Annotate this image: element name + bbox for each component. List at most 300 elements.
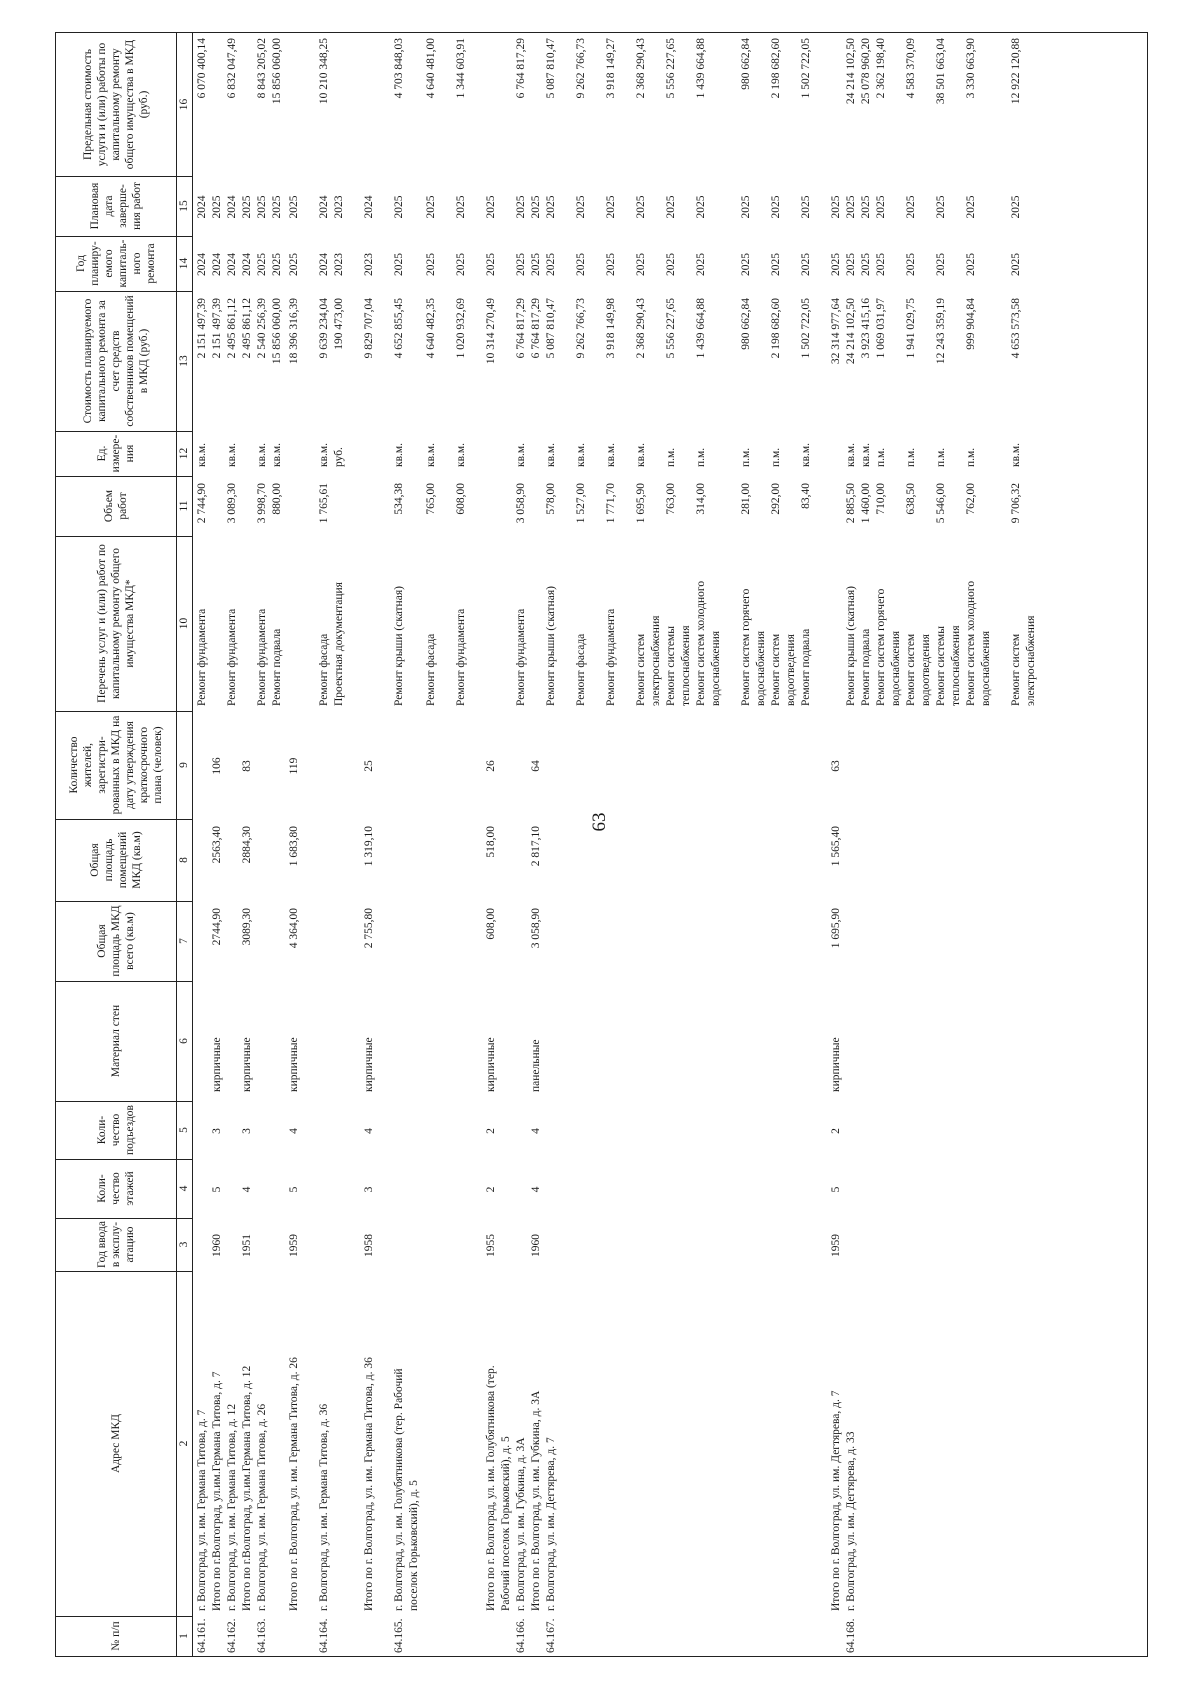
cell-wall-material: кирпичные: [241, 1037, 253, 1092]
table-row: [225, 32, 239, 1657]
cell-wall-material: кирпичные: [830, 1037, 842, 1092]
cell-completion-date: 2025: [695, 195, 707, 219]
cell-work-type: Ремонт крыши (скатная): [545, 586, 557, 706]
cell-work-volume: 1 765,61: [318, 483, 330, 524]
cell-work-volume: 880,00: [271, 483, 283, 515]
header-year-built: Год ввода в эксплу-атацию: [55, 1218, 177, 1272]
cell-max-cost: 3 330 663,90: [965, 38, 977, 99]
cell-wall-material: панельные: [530, 1039, 542, 1092]
cell-total-area: 2 755,80: [363, 908, 375, 949]
cell-planned-cost: 4 640 482,35: [425, 298, 437, 359]
cell-wall-material: кирпичные: [363, 1037, 375, 1092]
cell-planned-year: 2025: [530, 253, 542, 276]
cell-unit: кв.м.: [515, 442, 527, 467]
column-number-9: 9: [177, 711, 193, 820]
cell-work-volume: 1 695,90: [635, 483, 647, 524]
column-number-11: 11: [177, 476, 193, 537]
cell-planned-year: 2025: [935, 253, 947, 276]
cell-planned-year: 2025: [800, 253, 812, 276]
header-completion-date: Плановая дата заверше-ния работ: [55, 176, 177, 237]
header-max-cost: Предельная стоимость услуги и (или) работы по капитальному ремонту общего имущества в МКД (руб.): [55, 32, 177, 177]
cell-address: Итого по г. Волгоград, ул. им. Германа Титова, д. 26: [288, 1357, 300, 1611]
cell-work-type: Ремонт систем: [905, 633, 917, 706]
cell-completion-date: 2025: [875, 195, 887, 219]
cell-address: Итого по г.Волгоград, ул.им.Германа Титова, д. 7: [211, 1371, 223, 1611]
cell-planned-year: 2025: [575, 253, 587, 276]
cell-work-type: теплоснабжения: [950, 625, 962, 706]
table-row: [844, 32, 858, 1657]
cell-total-area: 2744,90: [211, 908, 223, 946]
cell-planned-year: 2025: [860, 253, 872, 276]
cell-max-cost: 8 843 205,02: [256, 38, 268, 99]
cell-work-type: Ремонт системы: [935, 626, 947, 706]
cell-wall-material: кирпичные: [211, 1037, 223, 1092]
cell-planned-year: 2025: [393, 253, 405, 276]
cell-work-type: электроснабжения: [650, 615, 662, 706]
table-row: [829, 32, 843, 1657]
cell-work-volume: 1 527,00: [575, 483, 587, 524]
cell-row-number: 64.168.: [845, 1618, 857, 1653]
column-number-8: 8: [177, 819, 193, 902]
cell-address: г. Волгоград, ул. им. Германа Титова, д. 36: [318, 1403, 330, 1611]
column-number-16: 16: [177, 32, 193, 177]
cell-planned-year: 2025: [455, 253, 467, 276]
cell-address: Итого по г. Волгоград, ул. им. Дегтярева, д. 7: [830, 1390, 842, 1611]
cell-planned-year: 2025: [545, 253, 557, 276]
column-number-13: 13: [177, 291, 193, 432]
cell-planned-year: 2025: [740, 253, 752, 276]
cell-planned-year: 2025: [485, 253, 497, 276]
cell-planned-cost: 2 151 497,39: [196, 298, 208, 359]
cell-planned-year: 2025: [425, 253, 437, 276]
cell-completion-date: 2024: [196, 195, 208, 219]
cell-planned-year: 2024: [211, 253, 223, 276]
cell-completion-date: 2025: [288, 195, 300, 219]
cell-address: г. Волгоград, ул. им. Германа Титова, д. 12: [226, 1403, 238, 1611]
cell-work-volume: 83,40: [800, 483, 812, 509]
cell-completion-date: 2025: [635, 195, 647, 219]
cell-unit: кв.м.: [605, 442, 617, 467]
table-row: [362, 32, 376, 1657]
cell-year-built: 1951: [241, 1234, 253, 1257]
cell-floors: 2: [485, 1186, 497, 1193]
cell-planned-cost: 9 262 766,73: [575, 298, 587, 359]
table-row: [754, 32, 768, 1657]
table-row: [514, 32, 528, 1657]
cell-work-type: Ремонт фундамента: [226, 608, 238, 706]
cell-work-type: Ремонт фундамента: [605, 608, 617, 706]
cell-work-volume: 292,00: [770, 483, 782, 515]
cell-completion-date: 2025: [665, 195, 677, 219]
cell-planned-cost: 190 473,00: [333, 298, 345, 350]
column-number-3: 3: [177, 1218, 193, 1272]
cell-completion-date: 2025: [455, 195, 467, 219]
table-row: [270, 32, 284, 1657]
cell-unit: п.м.: [740, 447, 752, 467]
table-row: [919, 32, 933, 1657]
column-number-10: 10: [177, 536, 193, 712]
cell-work-volume: 608,00: [455, 483, 467, 515]
cell-planned-cost: 15 856 060,00: [271, 298, 283, 365]
cell-floors: 5: [830, 1186, 842, 1193]
table-row: [210, 32, 224, 1657]
cell-unit: кв.м.: [256, 442, 268, 467]
cell-planned-year: 2025: [965, 253, 977, 276]
cell-completion-date: 2024: [363, 195, 375, 219]
table-row: [859, 32, 873, 1657]
cell-work-type: Ремонт фасада: [425, 633, 437, 706]
table-row: [255, 32, 269, 1657]
cell-completion-date: 2025: [770, 195, 782, 219]
cell-work-type: Ремонт систем: [1010, 633, 1022, 706]
cell-completion-date: 2025: [530, 195, 542, 219]
cell-floors: 4: [241, 1186, 253, 1193]
cell-address: Итого по г. Волгоград, ул. им. Губкина, д. 3А: [530, 1390, 542, 1611]
header-work-type: Перечень услуг и (или) работ по капитальному ремонту общего имущества МКД*: [55, 536, 177, 712]
cell-unit: п.м.: [665, 447, 677, 467]
cell-work-type: Ремонт крыши (скатная): [393, 586, 405, 706]
cell-work-type: Проектная документация: [333, 582, 345, 706]
cell-work-type: Ремонт систем холодного: [965, 580, 977, 706]
cell-work-volume: 578,00: [545, 483, 557, 515]
cell-work-volume: 762,00: [965, 483, 977, 515]
cell-max-cost: 12 922 120,88: [1010, 38, 1022, 105]
cell-unit: п.м.: [965, 447, 977, 467]
table-row: [407, 32, 421, 1657]
cell-unit: кв.м.: [845, 442, 857, 467]
cell-residents: 26: [485, 760, 497, 772]
cell-max-cost: 5 556 227,65: [665, 38, 677, 99]
cell-premises-area: 518,00: [485, 826, 497, 858]
cell-planned-cost: 2 540 256,39: [256, 298, 268, 359]
cell-completion-date: 2025: [830, 195, 842, 219]
cell-max-cost: 4 640 481,00: [425, 38, 437, 99]
cell-work-volume: 1 460,00: [860, 483, 872, 524]
cell-unit: кв.м.: [575, 442, 587, 467]
cell-work-volume: 638,50: [905, 483, 917, 515]
cell-planned-cost: 3 923 415,16: [860, 298, 872, 359]
cell-work-volume: 763,00: [665, 483, 677, 515]
cell-planned-year: 2025: [288, 253, 300, 276]
cell-planned-cost: 3 918 149,98: [605, 298, 617, 359]
cell-planned-year: 2025: [845, 253, 857, 276]
cell-max-cost: 980 662,84: [740, 38, 752, 90]
table-row: [1024, 32, 1038, 1657]
cell-unit: кв.м.: [318, 442, 330, 467]
cell-completion-date: 2025: [800, 195, 812, 219]
cell-work-volume: 1 771,70: [605, 483, 617, 524]
cell-completion-date: 2024: [226, 195, 238, 219]
cell-address: г. Волгоград, ул. им. Дегтярева, д. 7: [545, 1437, 557, 1611]
column-number-12: 12: [177, 431, 193, 477]
cell-work-type: водоснабжения: [755, 630, 767, 706]
cell-unit: кв.м.: [860, 442, 872, 467]
cell-work-type: Ремонт фасада: [318, 633, 330, 706]
cell-completion-date: 2025: [740, 195, 752, 219]
cell-unit: кв.м.: [455, 442, 467, 467]
cell-work-volume: 765,00: [425, 483, 437, 515]
cell-work-type: Ремонт фундамента: [256, 608, 268, 706]
table-row: [454, 32, 468, 1657]
cell-planned-cost: 18 396 316,39: [288, 298, 300, 365]
cell-planned-year: 2023: [363, 253, 375, 276]
cell-unit: п.м.: [905, 447, 917, 467]
cell-planned-cost: 1 069 031,97: [875, 298, 887, 359]
cell-planned-year: 2024: [226, 253, 238, 276]
cell-year-built: 1959: [288, 1234, 300, 1257]
cell-total-area: 3 058,90: [530, 908, 542, 949]
cell-planned-cost: 1 439 664,88: [695, 298, 707, 359]
cell-entrances: 3: [211, 1128, 223, 1134]
table-row: [195, 32, 209, 1657]
header-row-number: № п/п: [55, 1616, 177, 1657]
table-row: [679, 32, 693, 1657]
cell-planned-cost: 2 495 861,12: [241, 298, 253, 359]
cell-work-type: водоснабжения: [890, 630, 902, 706]
cell-wall-material: кирпичные: [485, 1037, 497, 1092]
cell-unit: кв.м.: [545, 442, 557, 467]
column-number-7: 7: [177, 901, 193, 982]
table-row: [694, 32, 708, 1657]
table-row: [574, 32, 588, 1657]
cell-planned-cost: 32 314 977,64: [830, 298, 842, 365]
cell-planned-cost: 9 829 707,04: [363, 298, 375, 359]
cell-planned-cost: 6 764 817,29: [530, 298, 542, 359]
cell-premises-area: 1 683,80: [288, 826, 300, 867]
cell-residents: 106: [211, 757, 223, 775]
cell-work-type: Ремонт систем горячего: [875, 588, 887, 706]
cell-completion-date: 2025: [425, 195, 437, 219]
cell-planned-cost: 2 368 290,43: [635, 298, 647, 359]
cell-work-volume: 3 998,70: [256, 483, 268, 524]
cell-planned-cost: 2 198 682,60: [770, 298, 782, 359]
cell-address: Рабочий поселок Горьковский), д. 5: [500, 1436, 512, 1611]
cell-work-type: Ремонт систем: [635, 633, 647, 706]
cell-address: Итого по г. Волгоград, ул. им. Голубятникова (тер.: [485, 1365, 497, 1611]
cell-planned-cost: 1 020 932,69: [455, 298, 467, 359]
cell-planned-year: 2025: [665, 253, 677, 276]
cell-year-built: 1960: [211, 1234, 223, 1257]
cell-address: Итого по г.Волгоград, ул.им.Германа Титова, д. 12: [241, 1365, 253, 1611]
cell-floors: 4: [530, 1186, 542, 1193]
cell-entrances: 2: [830, 1128, 842, 1134]
cell-total-area: 1 695,90: [830, 908, 842, 949]
cell-planned-year: 2024: [318, 253, 330, 276]
cell-planned-cost: 10 314 270,49: [485, 298, 497, 365]
cell-year-built: 1960: [530, 1234, 542, 1257]
header-wall-material: Материал стен: [55, 981, 177, 1102]
cell-row-number: 64.166.: [515, 1618, 527, 1653]
cell-completion-date: 2025: [256, 195, 268, 219]
cell-work-type: Ремонт систем: [770, 633, 782, 706]
table-row: [904, 32, 918, 1657]
cell-planned-year: 2025: [271, 253, 283, 276]
cell-work-type: Ремонт подвала: [271, 628, 283, 706]
cell-completion-date: 2023: [333, 195, 345, 219]
cell-planned-year: 2024: [241, 253, 253, 276]
table-row: [784, 32, 798, 1657]
table-row: [649, 32, 663, 1657]
column-number-1: 1: [177, 1616, 193, 1657]
cell-planned-year: 2025: [875, 253, 887, 276]
cell-max-cost: 25 078 960,20: [860, 38, 872, 105]
table-row: [769, 32, 783, 1657]
table-row: [424, 32, 438, 1657]
column-number-14: 14: [177, 236, 193, 292]
table-row: [934, 32, 948, 1657]
cell-entrances: 4: [363, 1128, 375, 1134]
table-row: [484, 32, 498, 1657]
column-number-6: 6: [177, 981, 193, 1102]
cell-planned-year: 2025: [635, 253, 647, 276]
cell-completion-date: 2025: [575, 195, 587, 219]
header-premises-area: Общая площадь помещений МКД (кв.м): [55, 819, 177, 902]
cell-max-cost: 6 764 817,29: [515, 38, 527, 99]
cell-completion-date: 2025: [1010, 195, 1022, 219]
cell-completion-date: 2025: [845, 195, 857, 219]
cell-work-type: теплоснабжения: [680, 625, 692, 706]
cell-unit: п.м.: [935, 447, 947, 467]
cell-work-type: Ремонт крыши (скатная): [845, 586, 857, 706]
cell-planned-cost: 12 243 359,19: [935, 298, 947, 365]
header-planned-year: Год планиру-емого капиталь-ного ремонта: [55, 236, 177, 292]
table-row: [709, 32, 723, 1657]
cell-wall-material: кирпичные: [288, 1037, 300, 1092]
cell-work-volume: 3 089,30: [226, 483, 238, 524]
cell-work-type: водоснабжения: [710, 630, 722, 706]
cell-planned-cost: 980 662,84: [740, 298, 752, 350]
cell-address: г. Волгоград, ул. им. Дегтярева, д. 33: [845, 1431, 857, 1611]
cell-row-number: 64.163.: [256, 1618, 268, 1653]
cell-address: Итого по г. Волгоград, ул. им. Германа Титова, д. 36: [363, 1357, 375, 1611]
cell-floors: 5: [288, 1186, 300, 1193]
header-work-volume: Объем работ: [55, 476, 177, 537]
cell-premises-area: 2 817,10: [530, 826, 542, 867]
cell-completion-date: 2025: [965, 195, 977, 219]
cell-planned-cost: 24 214 102,50: [845, 298, 857, 365]
cell-premises-area: 2563,40: [211, 826, 223, 864]
cell-unit: п.м.: [770, 447, 782, 467]
cell-row-number: 64.161.: [196, 1618, 208, 1653]
cell-row-number: 64.162.: [226, 1618, 238, 1653]
header-unit: Ед. измере-ния: [55, 431, 177, 477]
page-number: 63: [589, 812, 610, 832]
cell-max-cost: 10 210 348,25: [318, 38, 330, 105]
table-row: [874, 32, 888, 1657]
cell-completion-date: 2025: [485, 195, 497, 219]
cell-work-type: Ремонт системы: [665, 626, 677, 706]
cell-work-type: водоснабжения: [980, 630, 992, 706]
column-number-15: 15: [177, 176, 193, 237]
cell-row-number: 64.165.: [393, 1618, 405, 1653]
cell-unit: п.м.: [695, 447, 707, 467]
table-row: [604, 32, 618, 1657]
cell-unit: кв.м.: [271, 442, 283, 467]
table-row: [529, 32, 543, 1657]
table-row: [889, 32, 903, 1657]
cell-planned-cost: 999 904,84: [965, 298, 977, 350]
cell-work-type: Ремонт подвала: [860, 628, 872, 706]
cell-residents: 83: [241, 760, 253, 772]
table-row: [287, 32, 301, 1657]
cell-unit: руб.: [333, 447, 345, 467]
cell-planned-year: 2025: [1010, 253, 1022, 276]
cell-planned-cost: 4 652 855,45: [393, 298, 405, 359]
cell-unit: кв.м.: [196, 442, 208, 467]
cell-premises-area: 1 565,40: [830, 826, 842, 867]
cell-max-cost: 4 583 370,09: [905, 38, 917, 99]
cell-max-cost: 15 856 060,00: [271, 38, 283, 105]
rotated-table-container: [55, 32, 1148, 1657]
header-address: Адрес МКД: [55, 1271, 177, 1617]
cell-work-volume: 9 706,32: [1010, 483, 1022, 524]
cell-max-cost: 9 262 766,73: [575, 38, 587, 99]
cell-max-cost: 5 087 810,47: [545, 38, 557, 99]
cell-planned-year: 2025: [905, 253, 917, 276]
cell-work-volume: 281,00: [740, 483, 752, 515]
table-row: [240, 32, 254, 1657]
cell-planned-cost: 1 502 722,05: [800, 298, 812, 359]
header-total-area: Общая площадь МКД всего (кв.м): [55, 901, 177, 982]
cell-completion-date: 2025: [935, 195, 947, 219]
cell-planned-year: 2024: [196, 253, 208, 276]
cell-row-number: 64.164.: [318, 1618, 330, 1653]
cell-address: поселок Горьковский), д. 5: [408, 1480, 420, 1611]
cell-max-cost: 6 832 047,49: [226, 38, 238, 99]
cell-planned-year: 2025: [605, 253, 617, 276]
cell-unit: п.м.: [875, 447, 887, 467]
cell-max-cost: 1 439 664,88: [695, 38, 707, 99]
cell-completion-date: 2025: [241, 195, 253, 219]
cell-planned-cost: 1 941 029,75: [905, 298, 917, 359]
header-residents: Количество жителей, зарегистри-рованных в МКД на дату утверждения краткосрочного плана (человек): [55, 711, 177, 820]
cell-floors: 5: [211, 1186, 223, 1193]
cell-planned-year: 2023: [333, 253, 345, 276]
table-row: [392, 32, 406, 1657]
cell-max-cost: 2 368 290,43: [635, 38, 647, 99]
cell-work-type: Ремонт систем холодного: [695, 580, 707, 706]
cell-work-type: Ремонт подвала: [800, 628, 812, 706]
cell-planned-year: 2025: [256, 253, 268, 276]
cell-completion-date: 2025: [605, 195, 617, 219]
cell-work-volume: 5 546,00: [935, 483, 947, 524]
cell-max-cost: 1 344 603,91: [455, 38, 467, 99]
cell-unit: кв.м.: [425, 442, 437, 467]
cell-max-cost: 4 703 848,03: [393, 38, 405, 99]
cell-unit: кв.м.: [635, 442, 647, 467]
cell-max-cost: 2 198 682,60: [770, 38, 782, 99]
cell-entrances: 3: [241, 1128, 253, 1134]
cell-entrances: 4: [288, 1128, 300, 1134]
table-row: [634, 32, 648, 1657]
cell-unit: кв.м.: [226, 442, 238, 467]
table-row: [799, 32, 813, 1657]
cell-premises-area: 1 319,10: [363, 826, 375, 867]
cell-work-type: Ремонт фасада: [575, 633, 587, 706]
column-number-5: 5: [177, 1101, 193, 1160]
cell-unit: кв.м.: [800, 442, 812, 467]
cell-year-built: 1959: [830, 1234, 842, 1257]
cell-planned-year: 2025: [770, 253, 782, 276]
cell-max-cost: 1 502 722,05: [800, 38, 812, 99]
table-row: [949, 32, 963, 1657]
cell-work-type: Ремонт фундамента: [515, 608, 527, 706]
cell-year-built: 1955: [485, 1234, 497, 1257]
table-row: [332, 32, 346, 1657]
cell-premises-area: 2884,30: [241, 826, 253, 864]
cell-work-volume: 3 058,90: [515, 483, 527, 524]
cell-residents: 119: [288, 757, 300, 775]
